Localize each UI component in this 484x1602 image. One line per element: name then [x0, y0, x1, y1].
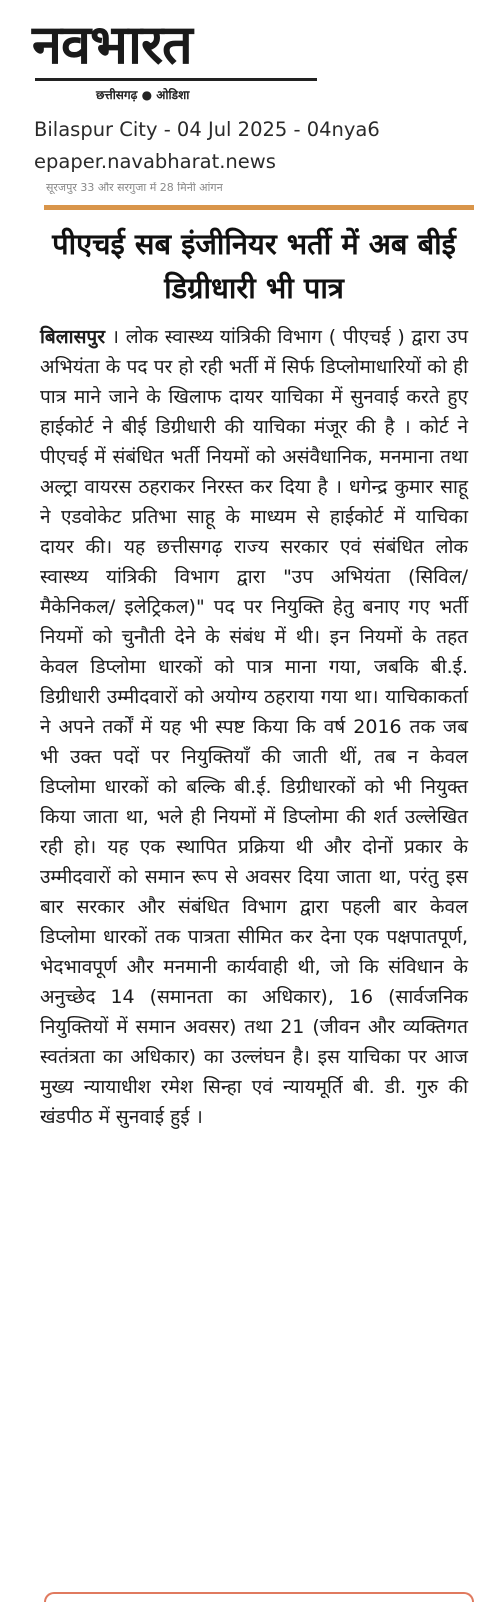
newspaper-logo: नवभारत [32, 12, 192, 76]
epaper-site: epaper.navabharat.news [34, 150, 276, 173]
masthead [0, 0, 484, 205]
article-headline: पीएचई सब इंजीनियर भर्ती में अब बीई डिग्रीधारी भी पात्र [52, 227, 456, 305]
article-body [40, 322, 468, 1132]
edition-info: Bilaspur City - 04 Jul 2025 - 04nya6 [34, 118, 380, 141]
logo-underline [35, 78, 317, 81]
logo-tagline: छत्तीसगढ़ ● ओडिशा [96, 88, 190, 102]
previous-article-fragment: सूरजपुर 33 और सरगुजा में 28 मिनी आंगन [46, 182, 223, 194]
news-article [40, 222, 468, 1132]
article-dateline: बिलासपुर [40, 326, 105, 348]
article-text: । लोक स्वास्थ्य यांत्रिकी विभाग ( पीएचई ) द्वारा उप अभियंता के पद पर हो रही भर्ती में सिर्फ डिप्लोमाधारियों को ही पात्र माने जाने के खिलाफ दायर याचिका में सुनवाई करते हुए हाईकोर्ट ने बीई डिग्रीधारी की याचिका मंजूर की है । कोर्ट ने पीएचई में संबंधित भर्ती नियमों को असंवैधानिक, मनमाना तथा अल्ट्रा वायरस ठहराकर निरस्त कर दिया है । धगेन्द्र कुमार साहू ने एडवोकेट प्रतिभा साहू के माध्यम से हाईकोर्ट में याचिका दायर की। यह छत्तीसगढ़ राज्य सरकार एवं संबंधित लोक स्वास्थ्य यांत्रिकी विभाग द्वारा "उप अभियंता (सिविल/ मैकेनिकल/ इलेट्रिकल)" पद पर नियुक्ति हेतु बनाए गए भर्ती नियमों को चुनौती देने के संबंध में थी। इन नियमों के तहत केवल डिप्लोमा धारकों को पात्र माना गया, जबकि बी.ई. डिग्रीधारी उम्मीदवारों को अयोग्य ठहराया गया था। याचिकाकर्ता ने अपने तर्कों में यह भी स्पष्ट किया कि वर्ष 2016 तक जब भी उक्त पदों पर नियुक्तियाँ की जाती थीं, तब न केवल डिप्लोमा धारकों को बल्कि बी.ई. डिग्रीधारकों को भी नियुक्त किया जाता था, भले ही नियमों में डिप्लोमा की शर्त उल्लेखित रही हो। यह एक स्थापित प्रक्रिया थी और दोनों प्रकार के उम्मीदवारों को समान रूप से अवसर दिया जाता था, परंतु इस बार सरकार और संबंधित विभाग द्वारा पहली बार केवल डिप्लोमा धारकों तक पात्रता सीमित कर देना एक पक्षपातपूर्ण, भेदभावपूर्ण और मनमानी कार्यवाही थी, जो कि संविधान के अनुच्छेद 14 (समानता का अधिकार), 16 (सार्वजनिक नियुक्तियों में समान अवसर) तथा 21 (जीवन और व्यक्तिगत स्वतंत्रता का अधिकार) का उल्लंघन है। इस याचिका पर आज मुख्य न्यायाधीश रमेश सिन्हा एवं न्यायमूर्ति बी. डी. गुरु की खंडपीठ में सुनवाई हुई । [40, 326, 469, 1128]
next-article-box-edge [44, 1592, 474, 1602]
section-divider [44, 205, 474, 210]
